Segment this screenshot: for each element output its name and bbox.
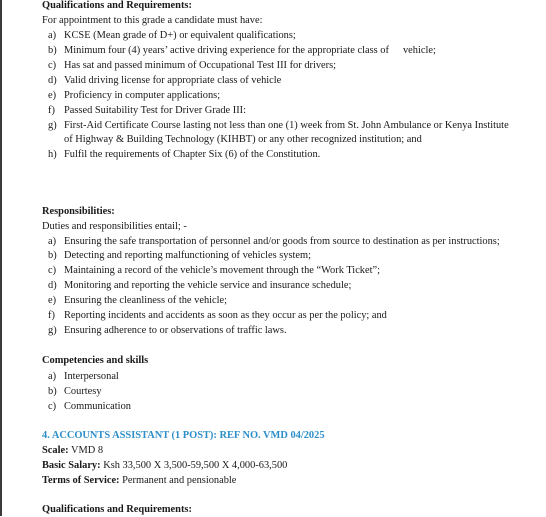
list-item [48, 119, 509, 133]
list-item-text: Ensuring the safe transportation of personnel and/or goods from source to destination as per instructions; [64, 236, 500, 247]
list-item-label: g) [48, 325, 57, 336]
list-item-continuation: of Highway & Building Technology (KIHBT) or any other recognized institution; and [64, 134, 422, 145]
page-left-border [0, 0, 2, 516]
list-item-label: h) [48, 149, 57, 160]
list-item-label: e) [48, 295, 57, 306]
scale-label: Scale: [42, 445, 69, 456]
list-item [48, 370, 119, 384]
post-title: 4. ACCOUNTS ASSISTANT (1 POST): REF NO. VMD 04/2025 [42, 430, 325, 441]
salary-line [42, 459, 287, 473]
list-item-label: c) [48, 401, 57, 412]
qualifications-heading: Qualifications and Requirements: [42, 0, 192, 11]
scale-value: VMD 8 [70, 445, 104, 456]
list-item [48, 264, 380, 278]
list-item [48, 385, 102, 399]
list-item [48, 249, 311, 263]
list-item-label: c) [48, 60, 57, 71]
list-item [48, 89, 220, 103]
list-item-label: b) [48, 250, 57, 261]
list-item-text: Valid driving license for appropriate class of vehicle [64, 75, 282, 86]
list-item-text: Passed Suitability Test for Driver Grade III: [64, 105, 247, 116]
list-item [48, 309, 387, 323]
list-item [48, 59, 336, 73]
list-item-text: Courtesy [64, 386, 102, 397]
list-item [48, 235, 500, 249]
salary-label: Basic Salary: [42, 460, 101, 471]
responsibilities-heading: Responsibilities: [42, 206, 115, 217]
list-item [48, 148, 320, 162]
list-item-label: a) [48, 236, 57, 247]
list-item [48, 44, 436, 58]
list-item-label: b) [48, 386, 57, 397]
list-item-text: Proficiency in computer applications; [64, 90, 221, 101]
list-item-text: First-Aid Certificate Course lasting not less than one (1) week from St. John Ambulance or Kenya Institute [64, 120, 509, 131]
terms-value: Permanent and pensionable [122, 475, 237, 486]
salary-value: Ksh 33,500 X 3,500-59,500 X 4,000-63,500 [103, 460, 288, 471]
qualifications-heading-2: Qualifications and Requirements: [42, 504, 192, 515]
list-item-text: KCSE (Mean grade of D+) or equivalent qualifications; [64, 30, 296, 41]
competencies-heading: Competencies and skills [42, 355, 149, 366]
list-item-label: c) [48, 265, 57, 276]
list-item-label: g) [48, 120, 57, 131]
terms-line [42, 474, 236, 488]
list-item-label: f) [48, 310, 55, 321]
list-item-text: Reporting incidents and accidents as soon as they occur as per the policy; and [64, 310, 387, 321]
list-item-text: Ensuring the cleanliness of the vehicle; [64, 295, 228, 306]
list-item-label: a) [48, 30, 57, 41]
list-item-label: d) [48, 75, 57, 86]
list-item-label: a) [48, 371, 57, 382]
list-item [48, 279, 351, 293]
list-item [48, 400, 131, 414]
list-item-text: Fulfil the requirements of Chapter Six (6) of the Constitution. [64, 149, 321, 160]
list-item-label: e) [48, 90, 57, 101]
list-item-label: b) [48, 45, 57, 56]
list-item-text: Communication [64, 401, 131, 412]
scale-line [42, 444, 103, 458]
list-item-text: Has sat and passed minimum of Occupational Test III for drivers; [64, 60, 337, 71]
list-item [48, 104, 246, 118]
responsibilities-intro: Duties and responsibilities entail; - [42, 221, 187, 232]
list-item [48, 29, 296, 43]
list-item-label: f) [48, 105, 55, 116]
qualifications-intro: For appointment to this grade a candidate must have: [42, 15, 263, 26]
list-item-text: Minimum four (4) years’ active driving experience for the appropriate class of [64, 45, 389, 56]
terms-label: Terms of Service: [42, 475, 120, 486]
list-item-text: Monitoring and reporting the vehicle service and insurance schedule; [64, 280, 352, 291]
list-item-text: Interpersonal [64, 371, 119, 382]
list-item [48, 324, 287, 338]
list-item-label: d) [48, 280, 57, 291]
list-item-text: Ensuring adherence to or observations of traffic laws. [64, 325, 287, 336]
list-item-text-end: vehicle; [402, 45, 436, 56]
list-item-text: Maintaining a record of the vehicle’s movement through the “Work Ticket”; [64, 265, 380, 276]
list-item-text: Detecting and reporting malfunctioning of vehicles system; [64, 250, 312, 261]
list-item [48, 294, 227, 308]
list-item [48, 74, 281, 88]
